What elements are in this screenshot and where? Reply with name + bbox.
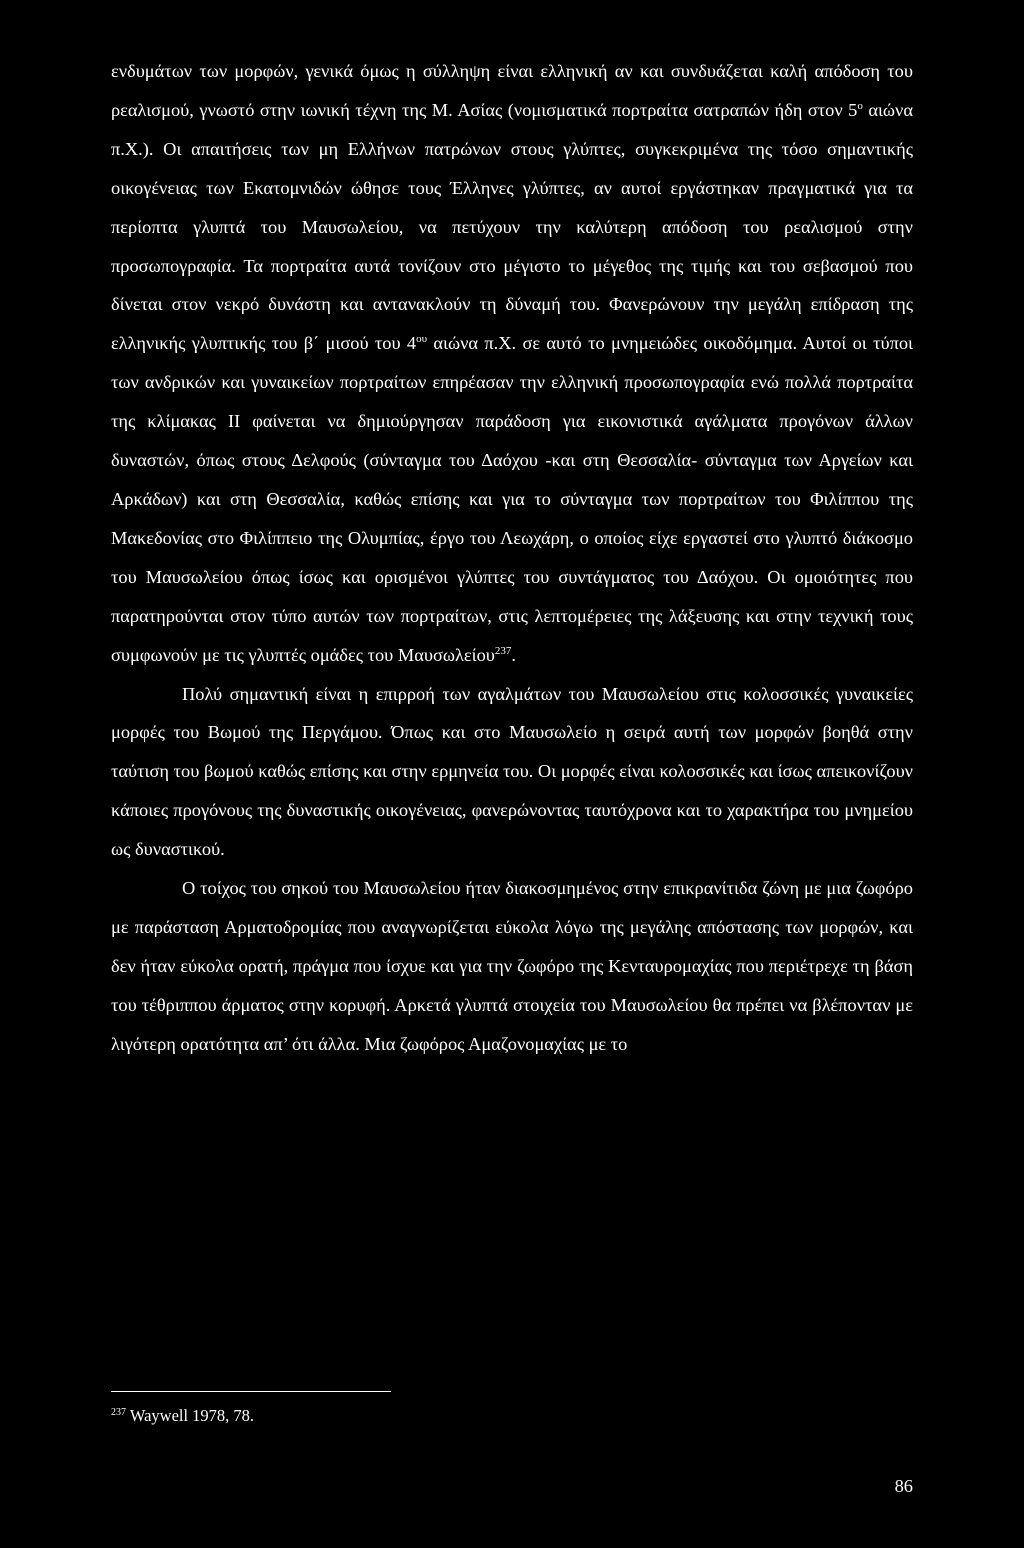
- text-run: αιώνα π.Χ.). Οι απαιτήσεις των μη Ελλήνων πατρώνων στους γλύπτες, συγκεκριμένα της τόσο σημαντικής οικογένειας των Εκατομνιδών ώθησε τους Έλληνες γλύπτες, αν αυτοί εργάστηκαν πραγματικά για τα περίοπτα γλυπτά του Μαυσωλείου, να πετύχουν την καλύτερη απόδοση του ρεαλισμού στην προσωπογραφία. Τα πορτραίτα αυτά τονίζουν στο μέγιστο το μέγεθος της τιμής και του σεβασμού που δίνεται στον νεκρό δυνάστη και αντανακλούν τη δύναμή του. Φανερώνουν την μεγάλη επίδραση της ελληνικής γλυπτικής του β΄ μισού του 4: [111, 99, 913, 354]
- text-run: ενδυμάτων των μορφών, γενικά όμως η σύλληψη είναι ελληνική αν και συνδυάζεται καλή απόδοση του ρεαλισμού, γνωστό στην ιωνική τέχνη της Μ. Ασίας (νομισματικά πορτραίτα σατραπών ήδη στον 5: [111, 61, 913, 120]
- superscript-o: ο: [857, 99, 863, 112]
- text-run: .: [511, 644, 516, 665]
- footnote-number: 237: [111, 1407, 126, 1418]
- paragraph-3: Ο τοίχος του σηκού του Μαυσωλείου ήταν διακοσμημένος στην επικρανίτιδα ζώνη με μια ζωφόρο με παράσταση Αρματοδρομίας που αναγνωρίζεται εύκολα λόγω της μεγάλης απόστασης των μορφών, και δεν ήταν εύκολα ορατή, πράγμα που ίσχυε και για την ζωφόρο της Κενταυρομαχίας που περιέτρεχε τη βάση του τέθριππου άρματος στην κορυφή. Αρκετά γλυπτά στοιχεία του Μαυσωλείου θα πρέπει να βλέπονταν με λιγότερη ορατότητα απ’ ότι άλλα. Μια ζωφόρος Αμαζονομαχίας με το: [111, 878, 913, 1054]
- footnote-separator: [111, 1391, 391, 1392]
- paragraph-1: [111, 52, 913, 675]
- footnote-text: Waywell 1978, 78.: [126, 1406, 255, 1425]
- paragraph-2: Πολύ σημαντική είναι η επιρροή των αγαλμάτων του Μαυσωλείου στις κολοσσικές γυναικείες μορφές του Βωμού της Περγάμου. Όπως και στο Μαυσωλείο η σειρά αυτή των μορφών βοηθά στην ταύτιση του βωμού καθώς επίσης και στην ερμηνεία του. Οι μορφές είναι κολοσσικές και ίσως απεικονίζουν κάποιες προγόνους της δυναστικής οικογένειας, φανερώνοντας ταυτόχρονα και το χαρακτήρα του μνημείου ως δυναστικού.: [111, 683, 913, 860]
- text-run: αιώνα π.Χ. σε αυτό το μνημειώδες οικοδόμημα. Αυτοί οι τύποι των ανδρικών και γυναικείων πορτραίτων επηρέασαν την ελληνική προσωπογραφία ενώ πολλά πορτραίτα της κλίμακας ΙΙ φαίνεται να δημιούργησαν παράδοση για εικονιστικά αγάλματα προγόνων άλλων δυναστών, όπως στους Δελφούς (σύνταγμα του Δαόχου -και στη Θεσσαλία- σύνταγμα των Αργείων και Αρκάδων) και στη Θεσσαλία, καθώς επίσης και για το σύνταγμα των πορτραίτων του Φιλίππου της Μακεδονίας στο Φιλίππειο της Ολυμπίας, έργο του Λεωχάρη, ο οποίος είχε εργαστεί στο γλυπτό διάκοσμο του Μαυσωλείου όπως ίσως και ορισμένοι γλύπτες του συντάγματος του Δαόχου. Οι ομοιότητες που παρατηρούνται στον τύπο αυτών των πορτραίτων, στις λεπτομέρειες της λάξευσης και στην τεχνική τους συμφωνούν με τις γλυπτές ομάδες του Μαυσωλείου: [111, 333, 913, 665]
- footnote: [111, 1405, 254, 1427]
- page-number: 86: [894, 1476, 913, 1496]
- body-text: [111, 52, 913, 1064]
- footnote-reference[interactable]: 237: [494, 644, 512, 657]
- superscript-ou: ου: [416, 333, 428, 346]
